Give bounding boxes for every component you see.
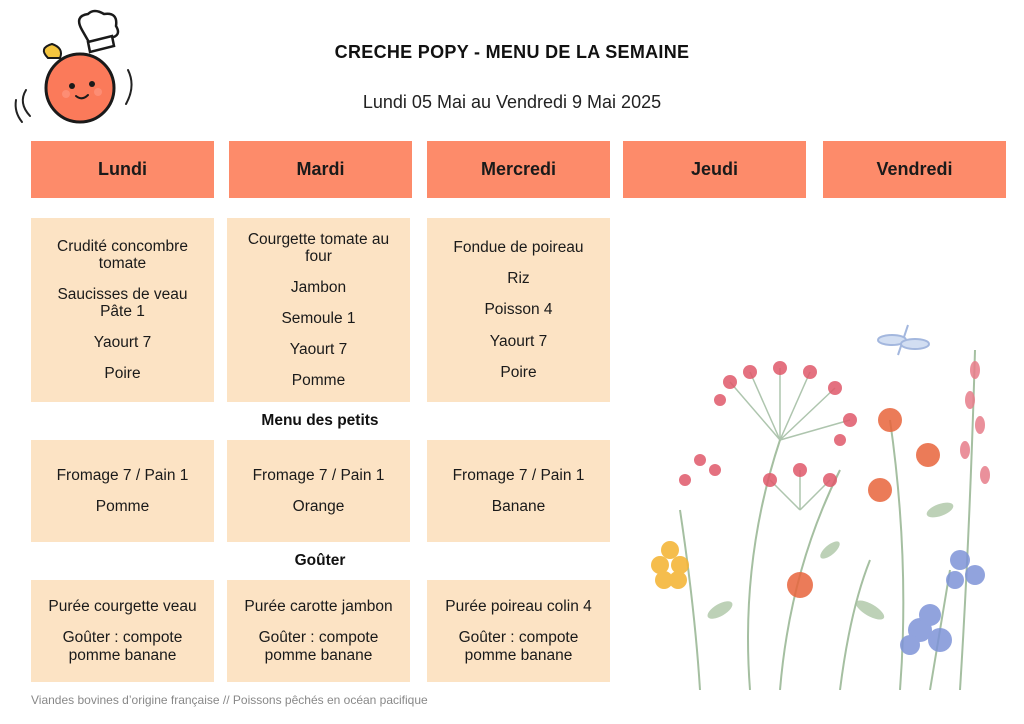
gouter-box-lundi (31, 580, 214, 682)
menu-item: Poisson 4 (484, 301, 553, 319)
menu-item: Fromage 7 / Pain 1 (452, 466, 585, 484)
menu-item: Saucisses de veau Pâte 1 (57, 285, 188, 320)
menu-item: Yaourt 7 (289, 341, 348, 359)
menu-item: Crudité concombre tomate (57, 237, 188, 272)
menu-item: Jambon (290, 278, 347, 296)
page-title: CRECHE POPY - MENU DE LA SEMAINE (334, 42, 690, 62)
menu-item: Fromage 7 / Pain 1 (56, 466, 189, 484)
day-header-vendredi: Vendredi (823, 141, 1006, 198)
menu-item: Goûter : compote pomme banane (258, 629, 379, 664)
menu-item: Goûter : compote pomme banane (62, 629, 183, 664)
menu-box-mercredi (427, 218, 610, 402)
footer-note: Viandes bovines d’origine française // Poissons pêchés en océan pacifique (31, 693, 428, 707)
menu-item: Semoule 1 (281, 310, 356, 327)
day-header-mercredi: Mercredi (427, 141, 610, 198)
menu-box-lundi (31, 218, 214, 402)
menu-item: Fromage 7 / Pain 1 (252, 466, 385, 484)
menu-item: Orange (292, 498, 345, 515)
gouter-box-mercredi (427, 580, 610, 682)
menu-item: Yaourt 7 (489, 332, 548, 350)
watercolor-flowers-icon (640, 310, 1020, 690)
menu-item: Courgette tomate au four (247, 230, 390, 265)
day-header-lundi: Lundi (31, 141, 214, 198)
section-label-gouter: Goûter (294, 552, 346, 569)
menu-item: Purée poireau colin 4 (445, 598, 592, 616)
menu-item: Pomme (95, 498, 150, 515)
gouter-box-mardi (227, 580, 410, 682)
menu-item: Banane (491, 498, 546, 515)
menu-item: Riz (507, 270, 530, 288)
section-label-petits: Menu des petits (261, 412, 379, 429)
day-header-mardi: Mardi (229, 141, 412, 198)
menu-item: Purée courgette veau (48, 598, 197, 616)
date-range: Lundi 05 Mai au Vendredi 9 Mai 2025 (362, 92, 662, 112)
menu-item: Poire (500, 363, 537, 381)
menu-box-mardi (227, 218, 410, 402)
menu-item: Fondue de poireau (453, 239, 584, 257)
petits-box-lundi (31, 440, 214, 542)
menu-item: Yaourt 7 (93, 334, 152, 352)
day-header-jeudi: Jeudi (623, 141, 806, 198)
menu-item: Goûter : compote pomme banane (458, 629, 579, 664)
petits-box-mardi (227, 440, 410, 542)
menu-item: Poire (104, 365, 141, 383)
menu-item: Pomme (291, 372, 346, 390)
petits-box-mercredi (427, 440, 610, 542)
menu-item: Purée carotte jambon (244, 598, 393, 616)
